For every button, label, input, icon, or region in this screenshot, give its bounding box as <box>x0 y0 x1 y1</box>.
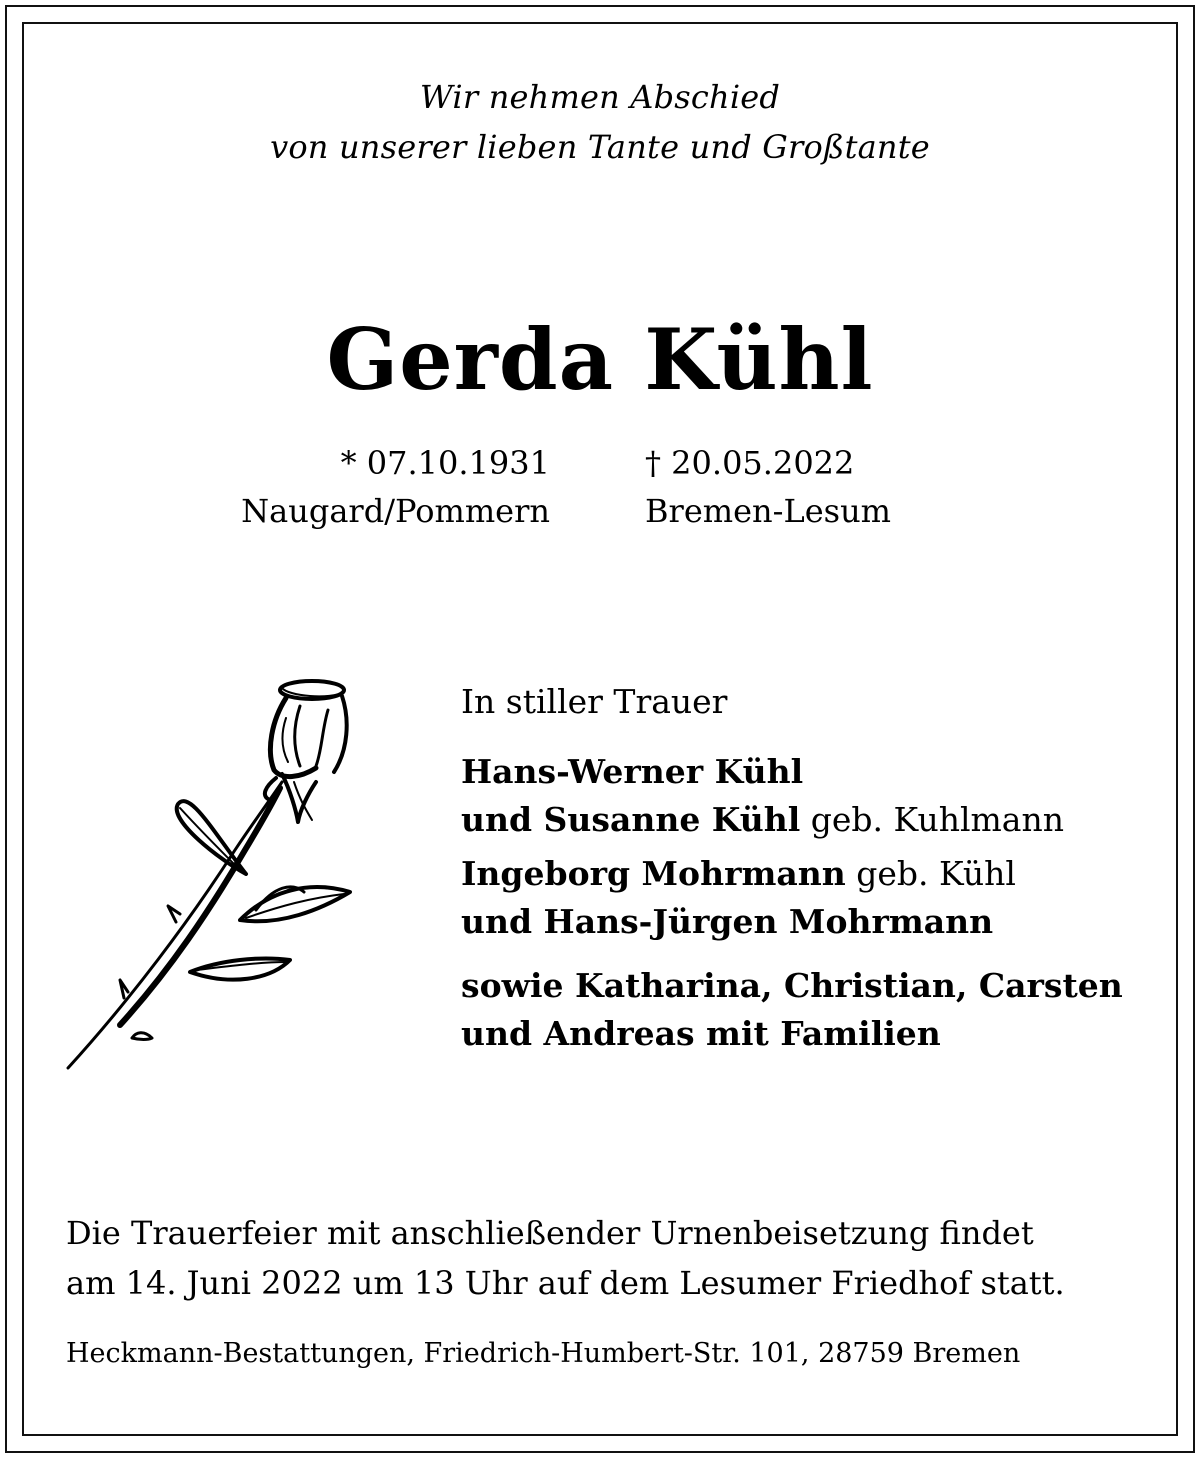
ceremony-line-1: Die Trauerfeier mit anschließender Urnenbeisetzung findet <box>66 1214 1034 1252</box>
family1-line2-name: und Susanne Kühl <box>461 800 801 839</box>
mourners-heading: In stiller Trauer <box>461 682 728 721</box>
family1-line1: Hans-Werner Kühl <box>461 752 804 791</box>
funeral-home: Heckmann-Bestattungen, Friedrich-Humbert-Str. 101, 28759 Bremen <box>66 1338 1021 1369</box>
family1-line2 <box>461 796 1161 844</box>
family1-line2-note: geb. Kuhlmann <box>800 800 1064 839</box>
mourners-block <box>461 678 1161 1058</box>
family2-line1-name: Ingeborg Mohrmann <box>461 854 846 893</box>
family3-line1: sowie Katharina, Christian, Carsten <box>461 966 1123 1005</box>
family2-line1 <box>461 850 1161 898</box>
birth-date: * 07.10.1931 <box>340 444 550 482</box>
intro-line-2: von unserer lieben Tante und Großtante <box>270 128 930 166</box>
family3-line2: und Andreas mit Familien <box>461 1014 941 1053</box>
death-place: Bremen-Lesum <box>645 492 892 530</box>
ceremony-notice <box>66 1208 1136 1308</box>
ceremony-line-2: am 14. Juni 2022 um 13 Uhr auf dem Lesumer Friedhof statt. <box>66 1264 1065 1302</box>
birth-place: Naugard/Pommern <box>241 492 550 530</box>
deceased-name: Gerda Kühl <box>326 310 874 409</box>
rose-icon <box>60 670 370 1080</box>
family2-line1-note: geb. Kühl <box>845 854 1016 893</box>
family2-line2: und Hans-Jürgen Mohrmann <box>461 902 994 941</box>
death-date: † 20.05.2022 <box>645 444 855 482</box>
intro-line-1: Wir nehmen Abschied <box>419 78 781 116</box>
